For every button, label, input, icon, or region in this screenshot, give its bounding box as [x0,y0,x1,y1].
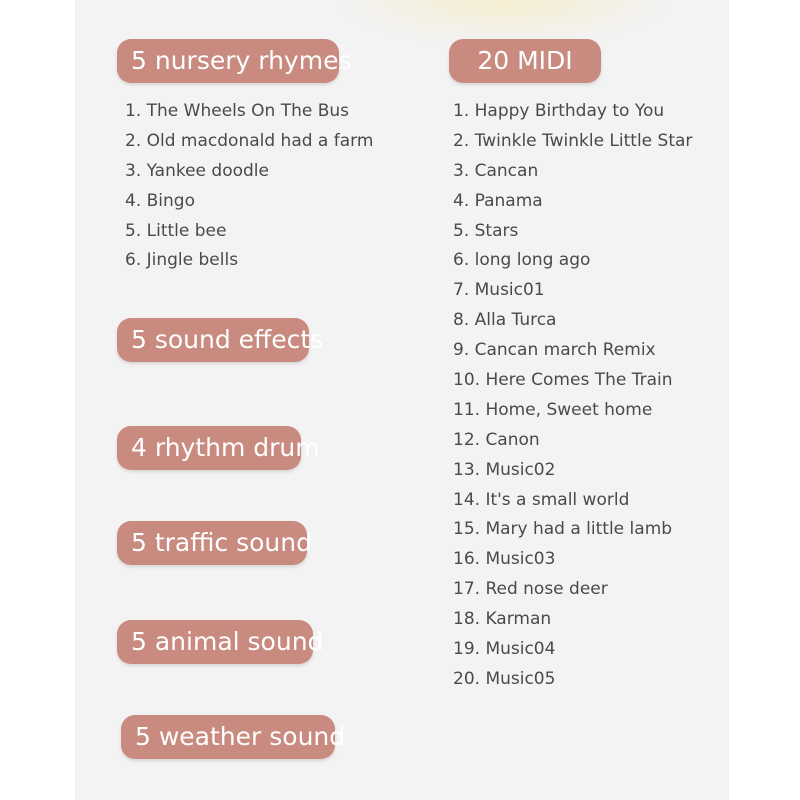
nursery-rhymes-heading: 5 nursery rhymes [117,39,339,83]
list-item: 4. Panama [453,190,543,211]
list-item: 15. Mary had a little lamb [453,519,673,540]
list-item: 1. The Wheels On The Bus [125,101,350,121]
list-item: 9. Cancan march Remix [453,340,656,361]
list-item: 1. Happy Birthday to You [453,101,665,121]
list-item: 2. Old macdonald had a farm [125,130,374,151]
list-item: 14. It's a small world [453,489,630,510]
list-item: 5. Stars [453,220,519,241]
list-item: 13. Music02 [453,459,556,480]
rhythm-drum-badge: 4 rhythm drum [117,426,301,470]
midi-heading: 20 MIDI [449,39,601,83]
list-item: 12. Canon [453,429,540,450]
list-item: 2. Twinkle Twinkle Little Star [453,130,693,151]
midi-list [453,97,692,695]
list-item: 8. Alla Turca [453,310,557,331]
traffic-sound-badge: 5 traffic sound [117,521,307,565]
list-item: 4. Bingo [125,190,195,211]
list-item: 10. Here Comes The Train [453,370,673,391]
list-item: 17. Red nose deer [453,579,608,600]
list-item: 11. Home, Sweet home [453,399,653,420]
sound-effects-badge: 5 sound effects [117,318,309,362]
list-item: 19. Music04 [453,639,556,660]
feature-panel [75,0,729,800]
list-item: 16. Music03 [453,549,556,570]
weather-sound-badge: 5 weather sound [121,715,335,759]
animal-sound-badge: 5 animal sound [117,620,313,664]
list-item: 7. Music01 [453,280,545,301]
top-glow [335,0,675,40]
list-item: 20. Music05 [453,668,556,689]
list-item: 6. long long ago [453,250,591,271]
list-item: 3. Cancan [453,160,539,181]
nursery-rhymes-list [125,97,373,276]
list-item: 6. Jingle bells [125,250,239,271]
list-item: 5. Little bee [125,220,227,241]
list-item: 18. Karman [453,609,552,630]
list-item: 3. Yankee doodle [125,160,269,181]
